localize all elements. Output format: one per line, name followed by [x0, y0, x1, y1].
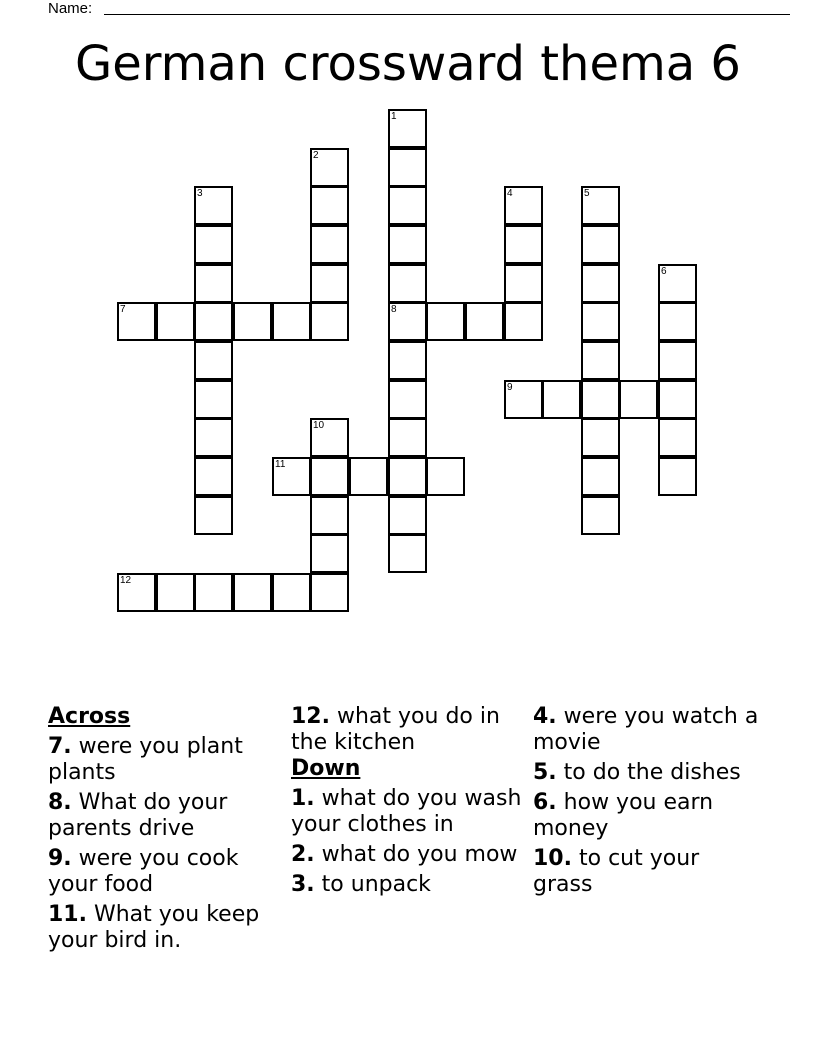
clue-item-text: to cut your grass	[533, 846, 700, 897]
grid-cell[interactable]	[310, 225, 349, 264]
clue-item-text: to unpack	[321, 872, 431, 897]
grid-cell[interactable]	[156, 302, 195, 341]
grid-cell[interactable]	[156, 573, 195, 612]
grid-cell[interactable]	[581, 380, 620, 419]
grid-cell[interactable]	[581, 264, 620, 303]
clue-column-2	[291, 704, 523, 898]
grid-cell[interactable]	[310, 264, 349, 303]
grid-cell[interactable]	[388, 418, 427, 457]
grid-cell[interactable]	[388, 457, 427, 496]
grid-cell[interactable]	[581, 418, 620, 457]
grid-cell[interactable]	[310, 534, 349, 573]
grid-cell[interactable]	[272, 457, 311, 496]
clue-item-number: 12.	[291, 704, 330, 729]
page-title: German crossward thema 6	[75, 36, 741, 92]
grid-cell[interactable]	[658, 341, 697, 380]
grid-cell[interactable]	[349, 457, 388, 496]
grid-cell[interactable]	[581, 186, 620, 225]
clue-item-number: 6.	[533, 790, 557, 815]
clue-item-number: 5.	[533, 760, 557, 785]
grid-cell[interactable]	[310, 302, 349, 341]
down-heading: Down	[291, 756, 361, 781]
grid-cell[interactable]	[310, 148, 349, 187]
clue-item-text: to do the dishes	[563, 760, 741, 785]
clue-item-number: 11.	[48, 902, 87, 927]
clue-item	[48, 846, 280, 898]
clue-number: 12	[120, 575, 132, 586]
grid-cell[interactable]	[388, 148, 427, 187]
grid-cell[interactable]	[465, 302, 504, 341]
across-heading: Across	[48, 704, 131, 729]
grid-cell[interactable]	[504, 302, 543, 341]
clue-number: 11	[275, 459, 286, 470]
grid-cell[interactable]	[542, 380, 581, 419]
grid-cell[interactable]	[194, 457, 233, 496]
grid-cell[interactable]	[658, 302, 697, 341]
grid-cell[interactable]	[194, 264, 233, 303]
grid-cell[interactable]	[619, 380, 658, 419]
grid-cell[interactable]	[504, 225, 543, 264]
clue-item	[291, 704, 523, 756]
clue-item	[533, 760, 765, 786]
grid-cell[interactable]	[310, 186, 349, 225]
grid-cell[interactable]	[194, 341, 233, 380]
clue-item-text: what you do in the kitchen	[291, 704, 500, 755]
clue-item-text: what do you mow	[321, 842, 518, 867]
grid-cell[interactable]	[194, 496, 233, 535]
clue-item-text: what do you wash your clothes in	[291, 786, 522, 837]
grid-cell[interactable]	[310, 573, 349, 612]
clue-item-number: 2.	[291, 842, 315, 867]
clue-item	[291, 872, 523, 898]
grid-cell[interactable]	[194, 302, 233, 341]
grid-cell[interactable]	[581, 341, 620, 380]
grid-cell[interactable]	[194, 380, 233, 419]
clue-item-text: What you keep your bird in.	[48, 902, 260, 953]
clue-number: 4	[507, 188, 513, 199]
clue-number: 5	[584, 188, 590, 199]
clue-item	[533, 790, 765, 842]
grid-cell[interactable]	[504, 186, 543, 225]
grid-cell[interactable]	[658, 264, 697, 303]
grid-cell[interactable]	[117, 302, 156, 341]
clue-item-number: 8.	[48, 790, 72, 815]
grid-cell[interactable]	[388, 186, 427, 225]
grid-cell[interactable]	[658, 380, 697, 419]
grid-cell[interactable]	[388, 341, 427, 380]
grid-cell[interactable]	[310, 457, 349, 496]
clue-item-text: were you watch a movie	[533, 704, 759, 755]
clue-item	[533, 846, 765, 898]
clue-item	[48, 790, 280, 842]
clue-number: 9	[507, 382, 513, 393]
grid-cell[interactable]	[194, 573, 233, 612]
clue-item-text: were you cook your food	[48, 846, 239, 897]
grid-cell[interactable]	[581, 225, 620, 264]
clue-number: 3	[197, 188, 203, 199]
grid-cell[interactable]	[426, 457, 465, 496]
grid-cell[interactable]	[388, 302, 427, 341]
clue-item-number: 3.	[291, 872, 315, 897]
grid-cell[interactable]	[388, 380, 427, 419]
grid-cell[interactable]	[504, 380, 543, 419]
clue-number: 1	[391, 111, 397, 122]
grid-cell[interactable]	[233, 573, 272, 612]
name-label: Name:	[48, 0, 93, 17]
grid-cell[interactable]	[194, 186, 233, 225]
clue-item-number: 9.	[48, 846, 72, 871]
clue-column-3	[533, 704, 765, 898]
grid-cell[interactable]	[310, 496, 349, 535]
clue-item-number: 4.	[533, 704, 557, 729]
clue-item	[48, 734, 280, 786]
clue-item-text: What do your parents drive	[48, 790, 228, 841]
grid-cell[interactable]	[581, 457, 620, 496]
grid-cell[interactable]	[658, 418, 697, 457]
grid-cell[interactable]	[272, 573, 311, 612]
clue-item	[533, 704, 765, 756]
grid-cell[interactable]	[388, 264, 427, 303]
clue-item-number: 1.	[291, 786, 315, 811]
grid-cell[interactable]	[658, 457, 697, 496]
grid-cell[interactable]	[272, 302, 311, 341]
grid-cell[interactable]	[194, 225, 233, 264]
clue-item-number: 10.	[533, 846, 572, 871]
grid-cell[interactable]	[388, 109, 427, 148]
clue-number: 8	[391, 304, 397, 315]
clue-number: 10	[313, 420, 325, 431]
grid-cell[interactable]	[388, 534, 427, 573]
clue-number: 7	[120, 304, 126, 315]
clue-number: 2	[313, 150, 319, 161]
clue-column-1	[48, 704, 280, 954]
clue-item-number: 7.	[48, 734, 72, 759]
grid-cell[interactable]	[117, 573, 156, 612]
grid-cell[interactable]	[388, 496, 427, 535]
clue-item-text: were you plant plants	[48, 734, 243, 785]
clue-item	[291, 842, 523, 868]
grid-cell[interactable]	[388, 225, 427, 264]
grid-cell[interactable]	[233, 302, 272, 341]
grid-cell[interactable]	[194, 418, 233, 457]
grid-cell[interactable]	[581, 302, 620, 341]
clue-number: 6	[661, 266, 667, 277]
grid-cell[interactable]	[581, 496, 620, 535]
grid-cell[interactable]	[310, 418, 349, 457]
clue-item	[291, 786, 523, 838]
clue-item	[48, 902, 280, 954]
grid-cell[interactable]	[426, 302, 465, 341]
grid-cell[interactable]	[504, 264, 543, 303]
clue-item-text: how you earn money	[533, 790, 714, 841]
